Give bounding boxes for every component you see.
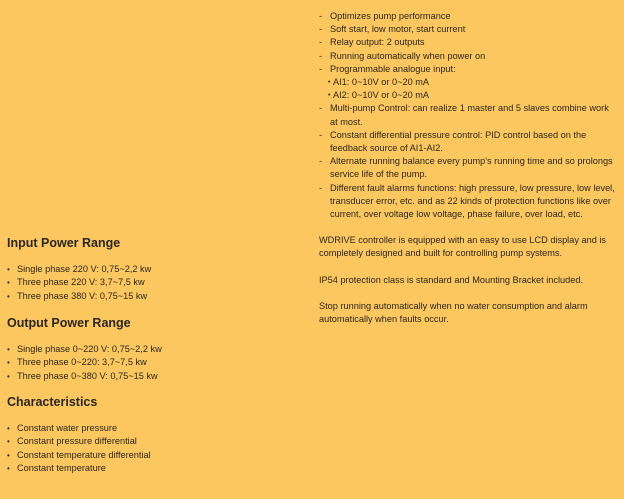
lcd-paragraph: WDRIVE controller is equipped with an easy to use LCD display and is completely designed and built for controlling pump systems. (319, 235, 606, 259)
list-item: • Constant temperature (7, 462, 297, 475)
list-item: • Single phase 0~220 V: 0,75~2,2 kw (7, 343, 297, 356)
characteristics-list (7, 422, 297, 476)
feature-item: - Soft start, low motor, start current (319, 23, 619, 36)
feature-list (319, 10, 619, 221)
feature-item: - Relay output: 2 outputs (319, 36, 619, 49)
list-item: • Three phase 220 V: 3,7~7,5 kw (7, 276, 297, 289)
input-power-section (7, 235, 297, 303)
feature-item: - Alternate running balance every pump's running time and so prolongs service life of the pump. (319, 155, 619, 181)
feature-item: - Programmable analogue input: (319, 63, 619, 76)
feature-item: - Different fault alarms functions: high pressure, low pressure, low level, transducer error, etc. and as 22 kinds of protection functions like over current, over voltage low voltage, phase failure, over load, etc. (319, 182, 619, 222)
feature-item: - Optimizes pump performance (319, 10, 619, 23)
feature-item: - Multi-pump Control: can realize 1 master and 5 slaves combine work at most. (319, 102, 619, 128)
list-item: • Three phase 0~220: 3,7~7,5 kw (7, 356, 297, 369)
characteristics-section (7, 394, 297, 476)
feature-subitem: • AI1: 0~10V or 0~20 mA (319, 76, 619, 89)
list-item: • Constant temperature differential (7, 449, 297, 462)
ip-paragraph: IP54 protection class is standard and Mounting Bracket included. (319, 275, 584, 285)
features-column (319, 10, 619, 325)
output-power-list (7, 343, 297, 383)
list-item: • Three phase 0~380 V: 0,75~15 kw (7, 370, 297, 383)
list-item: • Constant pressure differential (7, 435, 297, 448)
feature-subitem: • AI2: 0~10V or 0~20 mA (319, 89, 619, 102)
list-item: • Three phase 380 V: 0,75~15 kw (7, 290, 297, 303)
input-power-list (7, 263, 297, 303)
input-power-heading: Input Power Range (7, 236, 121, 250)
feature-item: - Constant differential pressure control: PID control based on the feedback source of AI1-AI2. (319, 129, 619, 155)
stop-paragraph: Stop running automatically when no water consumption and alarm automatically when faults occur. (319, 301, 588, 325)
specs-column (7, 235, 297, 474)
list-item: • Constant water pressure (7, 422, 297, 435)
output-power-heading: Output Power Range (7, 316, 131, 330)
feature-item: - Running automatically when power on (319, 50, 619, 63)
output-power-section (7, 315, 297, 383)
characteristics-heading: Characteristics (7, 395, 98, 409)
list-item: • Single phase 220 V: 0,75~2,2 kw (7, 263, 297, 276)
